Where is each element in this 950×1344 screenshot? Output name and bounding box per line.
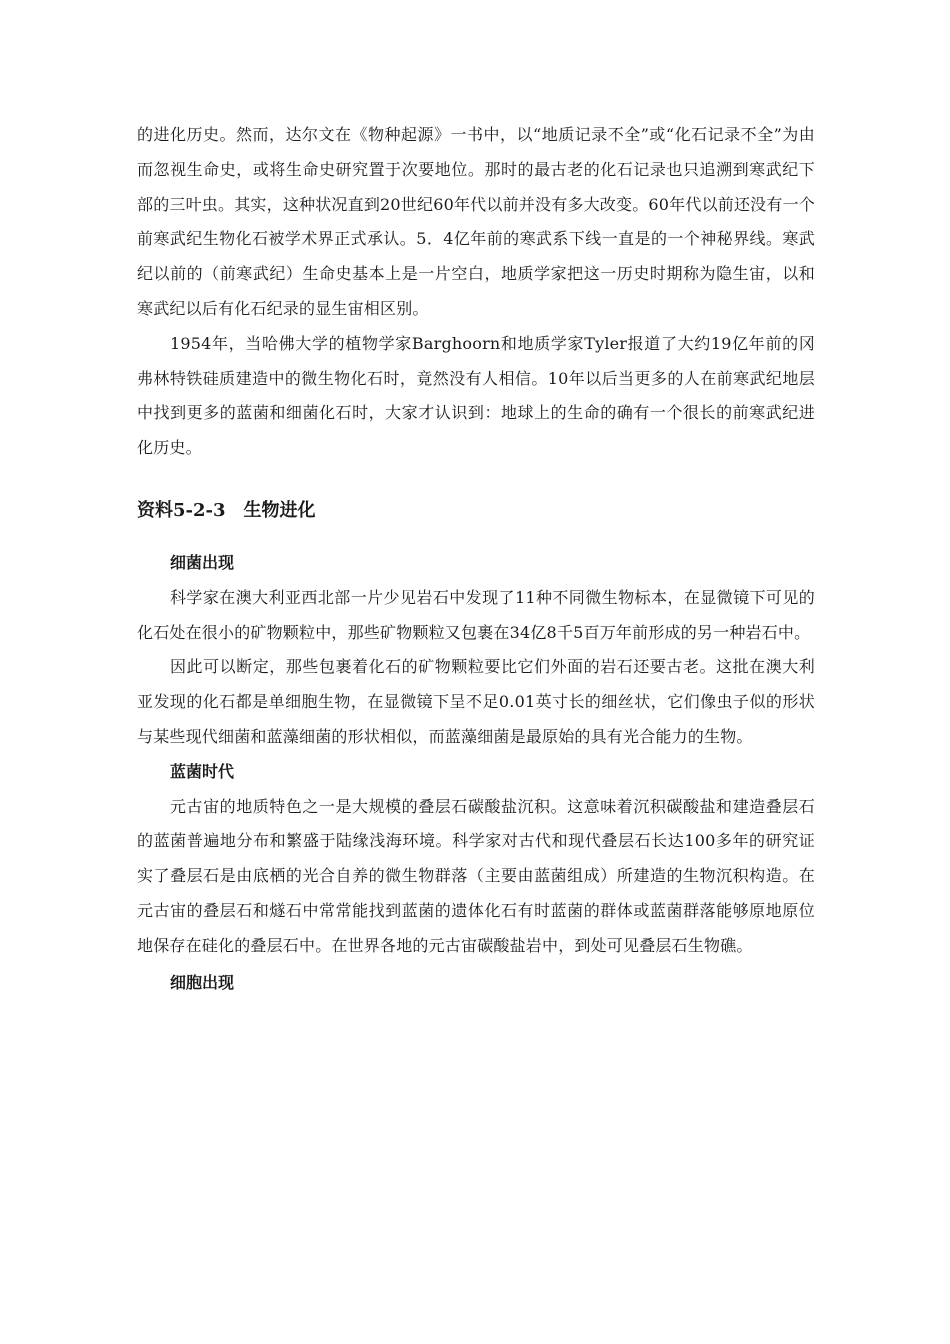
subheading-cells: 细胞出现 [170, 972, 235, 992]
section-title: 资料5-2-3 生物进化 [137, 499, 316, 521]
document-body [137, 118, 815, 1000]
paragraph-bacteria-1: 科学家在澳大利亚西北部一片少见岩石中发现了11种不同微生物标本，在显微镜下可见的化石处在很小的矿物颗粒中，那些矿物颗粒又包裹在34亿8千5百万年前形成的另一种岩石中。 [137, 587, 815, 642]
paragraph-bacteria-2: 因此可以断定，那些包裹着化石的矿物颗粒要比它们外面的岩石还要古老。这批在澳大利亚发现的化石都是单细胞生物，在显微镜下呈不足0.01英寸长的细丝状，它们像虫子似的形状与某些现代细菌和蓝藻细菌的形状相似，而蓝藻细菌是最原始的具有光合能力的生物。 [137, 657, 815, 746]
spacer [137, 534, 815, 546]
paragraph-cyanobacteria: 元古宙的地质特色之一是大规模的叠层石碳酸盐沉积。这意味着沉积碳酸盐和建造叠层石的蓝菌普遍地分布和繁盛于陆缘浅海环境。科学家对古代和现代叠层石长达100多年的研究证实了叠层石是由底栖的光合自养的微生物群落（主要由蓝菌组成）所建造的生物沉积构造。在元古宙的叠层石和燧石中常常能找到蓝菌的遗体化石有时蓝菌的群体或蓝菌群落能够原地原位地保存在硅化的叠层石中。在世界各地的元古宙碳酸盐岩中，到处可见叠层石生物礁。 [137, 796, 815, 955]
subheading-cyanobacteria: 蓝菌时代 [170, 761, 235, 781]
paragraph-evolution-history: 的进化历史。然而，达尔文在《物种起源》一书中，以“地质记录不全”或“化石记录不全”为由而忽视生命史，或将生命史研究置于次要地位。那时的最古老的化石记录也只追溯到寒武纪下部的三叶虫。其实，这种状况直到20世纪60年代以前并没有多大改变。60年代以前还没有一个前寒武纪生物化石被学术界正式承认。5．4亿年前的寒武系下线一直是的一个神秘界线。寒武纪以前的（前寒武纪）生命史基本上是一片空白，地质学家把这一历史时期称为隐生宙，以和寒武纪以后有化石纪录的显生宙相区别。 [137, 125, 815, 318]
paragraph-1954-discovery: 1954年，当哈佛大学的植物学家Barghoorn和地质学家Tyler报道了大约19亿年前的冈弗林特铁硅质建造中的微生物化石时，竟然没有人相信。10年以后当更多的人在前寒武纪地层中找到更多的蓝菌和细菌化石时，大家才认识到：地球上的生命的确有一个很长的前寒武纪进化历史。 [137, 333, 815, 458]
subheading-bacteria: 细菌出现 [170, 552, 235, 572]
